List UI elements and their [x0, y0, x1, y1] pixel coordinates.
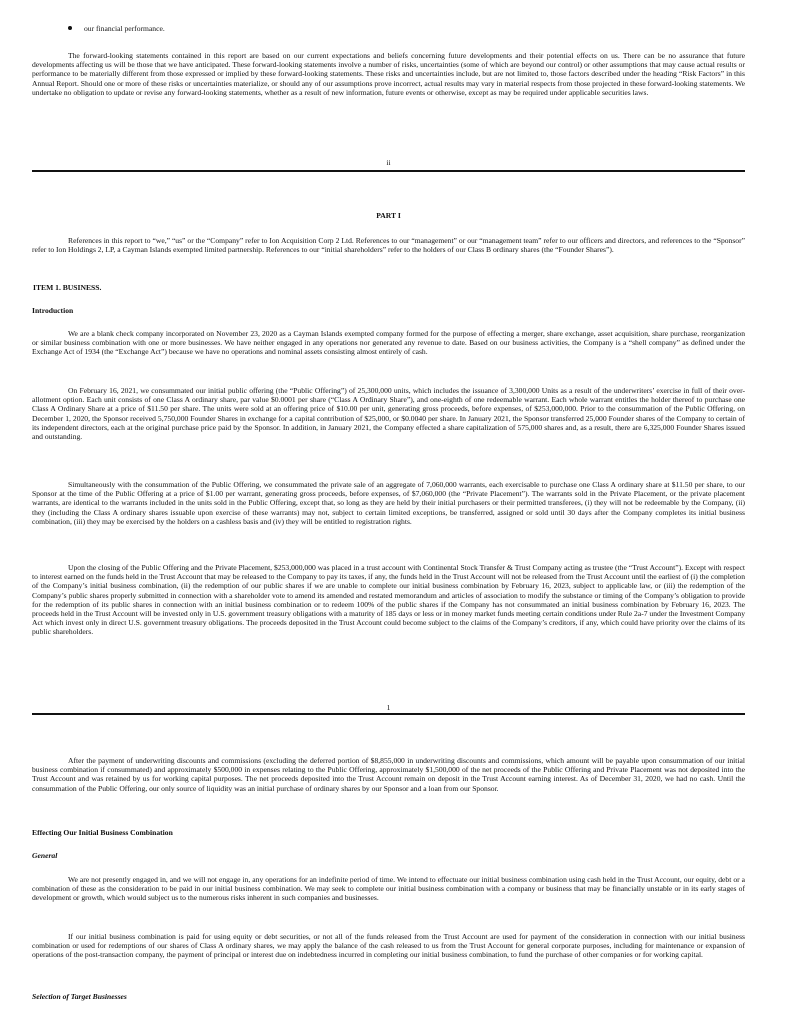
part-title: PART I — [376, 211, 401, 220]
general-heading: General — [32, 851, 58, 860]
bullet-item — [68, 24, 668, 33]
page-number-1: 1 — [386, 703, 391, 712]
bullet-icon — [68, 26, 72, 30]
introduction-heading: Introduction — [32, 306, 74, 315]
page-divider — [32, 170, 745, 172]
selection-heading: Selection of Target Businesses — [32, 992, 127, 1001]
paragraph-after-payment: After the payment of underwriting discounts and commissions (excluding the deferred portion of $8,855,000 in underwriting discounts and commissions, which amount will be payable upon consummation of our initial business combination if consummated) and approximately $500,000 in expenses relating to the Public Offering, approximately $1,500,000 of the net proceeds of the Public Offering and Private Placement was not deposited into the Trust Account and was retained by us for working capital purposes. The net proceeds deposited into the Trust Account remain on deposit in the Trust Account earning interest. As of December 31, 2020, we had no cash. Until the consummation of the Public Offering, our only source of liquidity was an initial purchase of ordinary shares by our Sponsor and a loan from our Sponsor. — [32, 756, 745, 793]
bullet-text: our financial performance. — [84, 24, 165, 33]
paragraph-private-placement: Simultaneously with the consummation of the Public Offering, we consummated the private sale of an aggregate of 7,060,000 warrants, each exercisable to purchase one Class A ordinary share at $11.50 per share, to our Sponsor at the time of the Public Offering at a price of $1.00 per warrant, generating gross proceeds, before expenses, of $7,060,000 (the “Private Placement”). The warrants sold in the Private Placement, or the private placement warrants, are identical to the warrants included in the units sold in the Public Offering, except that, so long as they are held by their initial purchasers or their permitted transferees, (i) they will not be redeemable by the Company, (ii) they (including the Class A ordinary shares issuable upon exercise of these warrants) may not, subject to certain limited exceptions, be transferred, assigned or sold until 30 days after the Company completes its initial business combination, (iii) they may be exercised by the holders on a cashless basis and (iv) they will be entitled to registration rights. — [32, 480, 745, 526]
paragraph-introduction: We are a blank check company incorporated on November 23, 2020 as a Cayman Islands exempted company formed for the purpose of effecting a merger, share exchange, asset acquisition, share purchase, reorganization or similar business combination with one or more businesses. We have neither engaged in any operations nor generated any revenue to date. Based on our business activities, the Company is a “shell company” as defined under the Exchange Act of 1934 (the “Exchange Act”) because we have no operations and nominal assets consisting almost entirely of cash. — [32, 329, 745, 357]
paragraph-references: References in this report to “we,” “us” or the “Company” refer to Ion Acquisition Corp 2 Ltd. References to our “management” or our “management team” refer to our officers and directors, and references to the “Sponsor” refer to Ion Holdings 2, LP, a Cayman Islands exempted limited partnership. References to our “initial shareholders” refer to the holders of our Class B ordinary shares (the “Founder Shares”). — [32, 236, 745, 255]
paragraph-if-paid: If our initial business combination is paid for using equity or debt securities, or not all of the funds released from the Trust Account are used for payment of the consideration in connection with our initial business combination or used for redemptions of our shares of Class A ordinary shares, we may apply the balance of the cash released to us from the Trust Account for general corporate purposes, including for maintenance or expansion of operations of the post-transaction company, the payment of principal or interest due on indebtedness incurred in completing our initial business combination, to fund the purchase of other companies or for working capital. — [32, 932, 745, 960]
paragraph-forward-looking: The forward-looking statements contained in this report are based on our current expectations and beliefs concerning future developments and their potential effects on us. There can be no assurance that future developments affecting us will be those that we have anticipated. These forward-looking statements involve a number of risks, uncertainties (some of which are beyond our control) or other assumptions that may cause actual results or performance to be materially different from those expressed or implied by these forward-looking statements. These risks and uncertainties include, but are not limited to, those factors described under the heading “Risk Factors” in this Annual Report. Should one or more of these risks or uncertainties materialize, or should any of our assumptions prove incorrect, actual results may vary in material respects from those projected in these forward-looking statements. We undertake no obligation to update or revise any forward-looking statements, whether as a result of new information, future events or otherwise, except as may be required under applicable securities laws. — [32, 51, 745, 97]
item-heading: ITEM 1. BUSINESS. — [33, 283, 102, 292]
page-divider — [32, 713, 745, 715]
page-number-ii: ii — [386, 158, 391, 167]
paragraph-trust-account: Upon the closing of the Public Offering and the Private Placement, $253,000,000 was placed in a trust account with Continental Stock Transfer & Trust Company acting as trustee (the “Trust Account”). Except with respect to interest earned on the funds held in the Trust Account that may be released to the Company to pay its taxes, if any, the funds held in the Trust Account will not be released from the Trust Account until the earliest of (i) the completion of the Company’s initial business combination, (ii) the redemption of our public shares if we are unable to complete our initial business combination by February 16, 2023, subject to applicable law, or (iii) the redemption of the Company’s public shares properly submitted in connection with a shareholder vote to amend its amended and restated memorandum and articles of association to modify the substance or timing of the Company’s obligation to provide for the redemption of its public shares in connection with an initial business combination or to redeem 100% of the public shares if the Company has not consummated an initial business combination by February 16, 2023. The proceeds held in the Trust Account will be invested only in U.S. government treasury obligations with a maturity of 185 days or less or in money market funds meeting certain conditions under Rule 2a-7 under the Investment Company Act which invest only in direct U.S. government treasury obligations. The proceeds deposited in the Trust Account could become subject to the claims of the Company’s creditors, if any, which could have priority over the claims of its public shareholders. — [32, 563, 745, 637]
effecting-heading: Effecting Our Initial Business Combination — [32, 828, 173, 837]
paragraph-general: We are not presently engaged in, and we will not engage in, any operations for an indefinite period of time. We intend to effectuate our initial business combination using cash held in the Trust Account, our equity, debt or a combination of these as the consideration to be paid in our initial business combination. We may seek to complete our initial business combination with a company or business that may be financially unstable or in its early stages of development or growth, which would subject us to the numerous risks inherent in such companies and businesses. — [32, 875, 745, 903]
paragraph-ipo: On February 16, 2021, we consummated our initial public offering (the “Public Offering”) of 25,300,000 units, which includes the issuance of 3,300,000 Units as a result of the underwriters’ exercise in full of their over-allotment option. Each unit consists of one Class A ordinary share, par value $0.0001 per share (“Class A Ordinary Share”), and one-eighth of one redeemable warrant. Each whole warrant entitles the holder thereof to purchase one Class A Ordinary Share at a price of $11.50 per share. The units were sold at an offering price of $10.00 per unit, generating gross proceeds, before expenses, of $253,000,000. Prior to the consummation of the Public Offering, on December 1, 2020, the Sponsor received 5,750,000 Founder Shares in exchange for a capital contribution of $25,000, or $0.0040 per share. In January 2021, the Sponsor transferred 25,000 Founder shares of the Company to certain of its independent directors, each at the original purchase price paid by the Sponsor. In addition, in January 2021, the Company effected a share capitalization of 575,000 shares and, as a result, there are 6,325,000 Founder Shares issued and outstanding. — [32, 386, 745, 442]
